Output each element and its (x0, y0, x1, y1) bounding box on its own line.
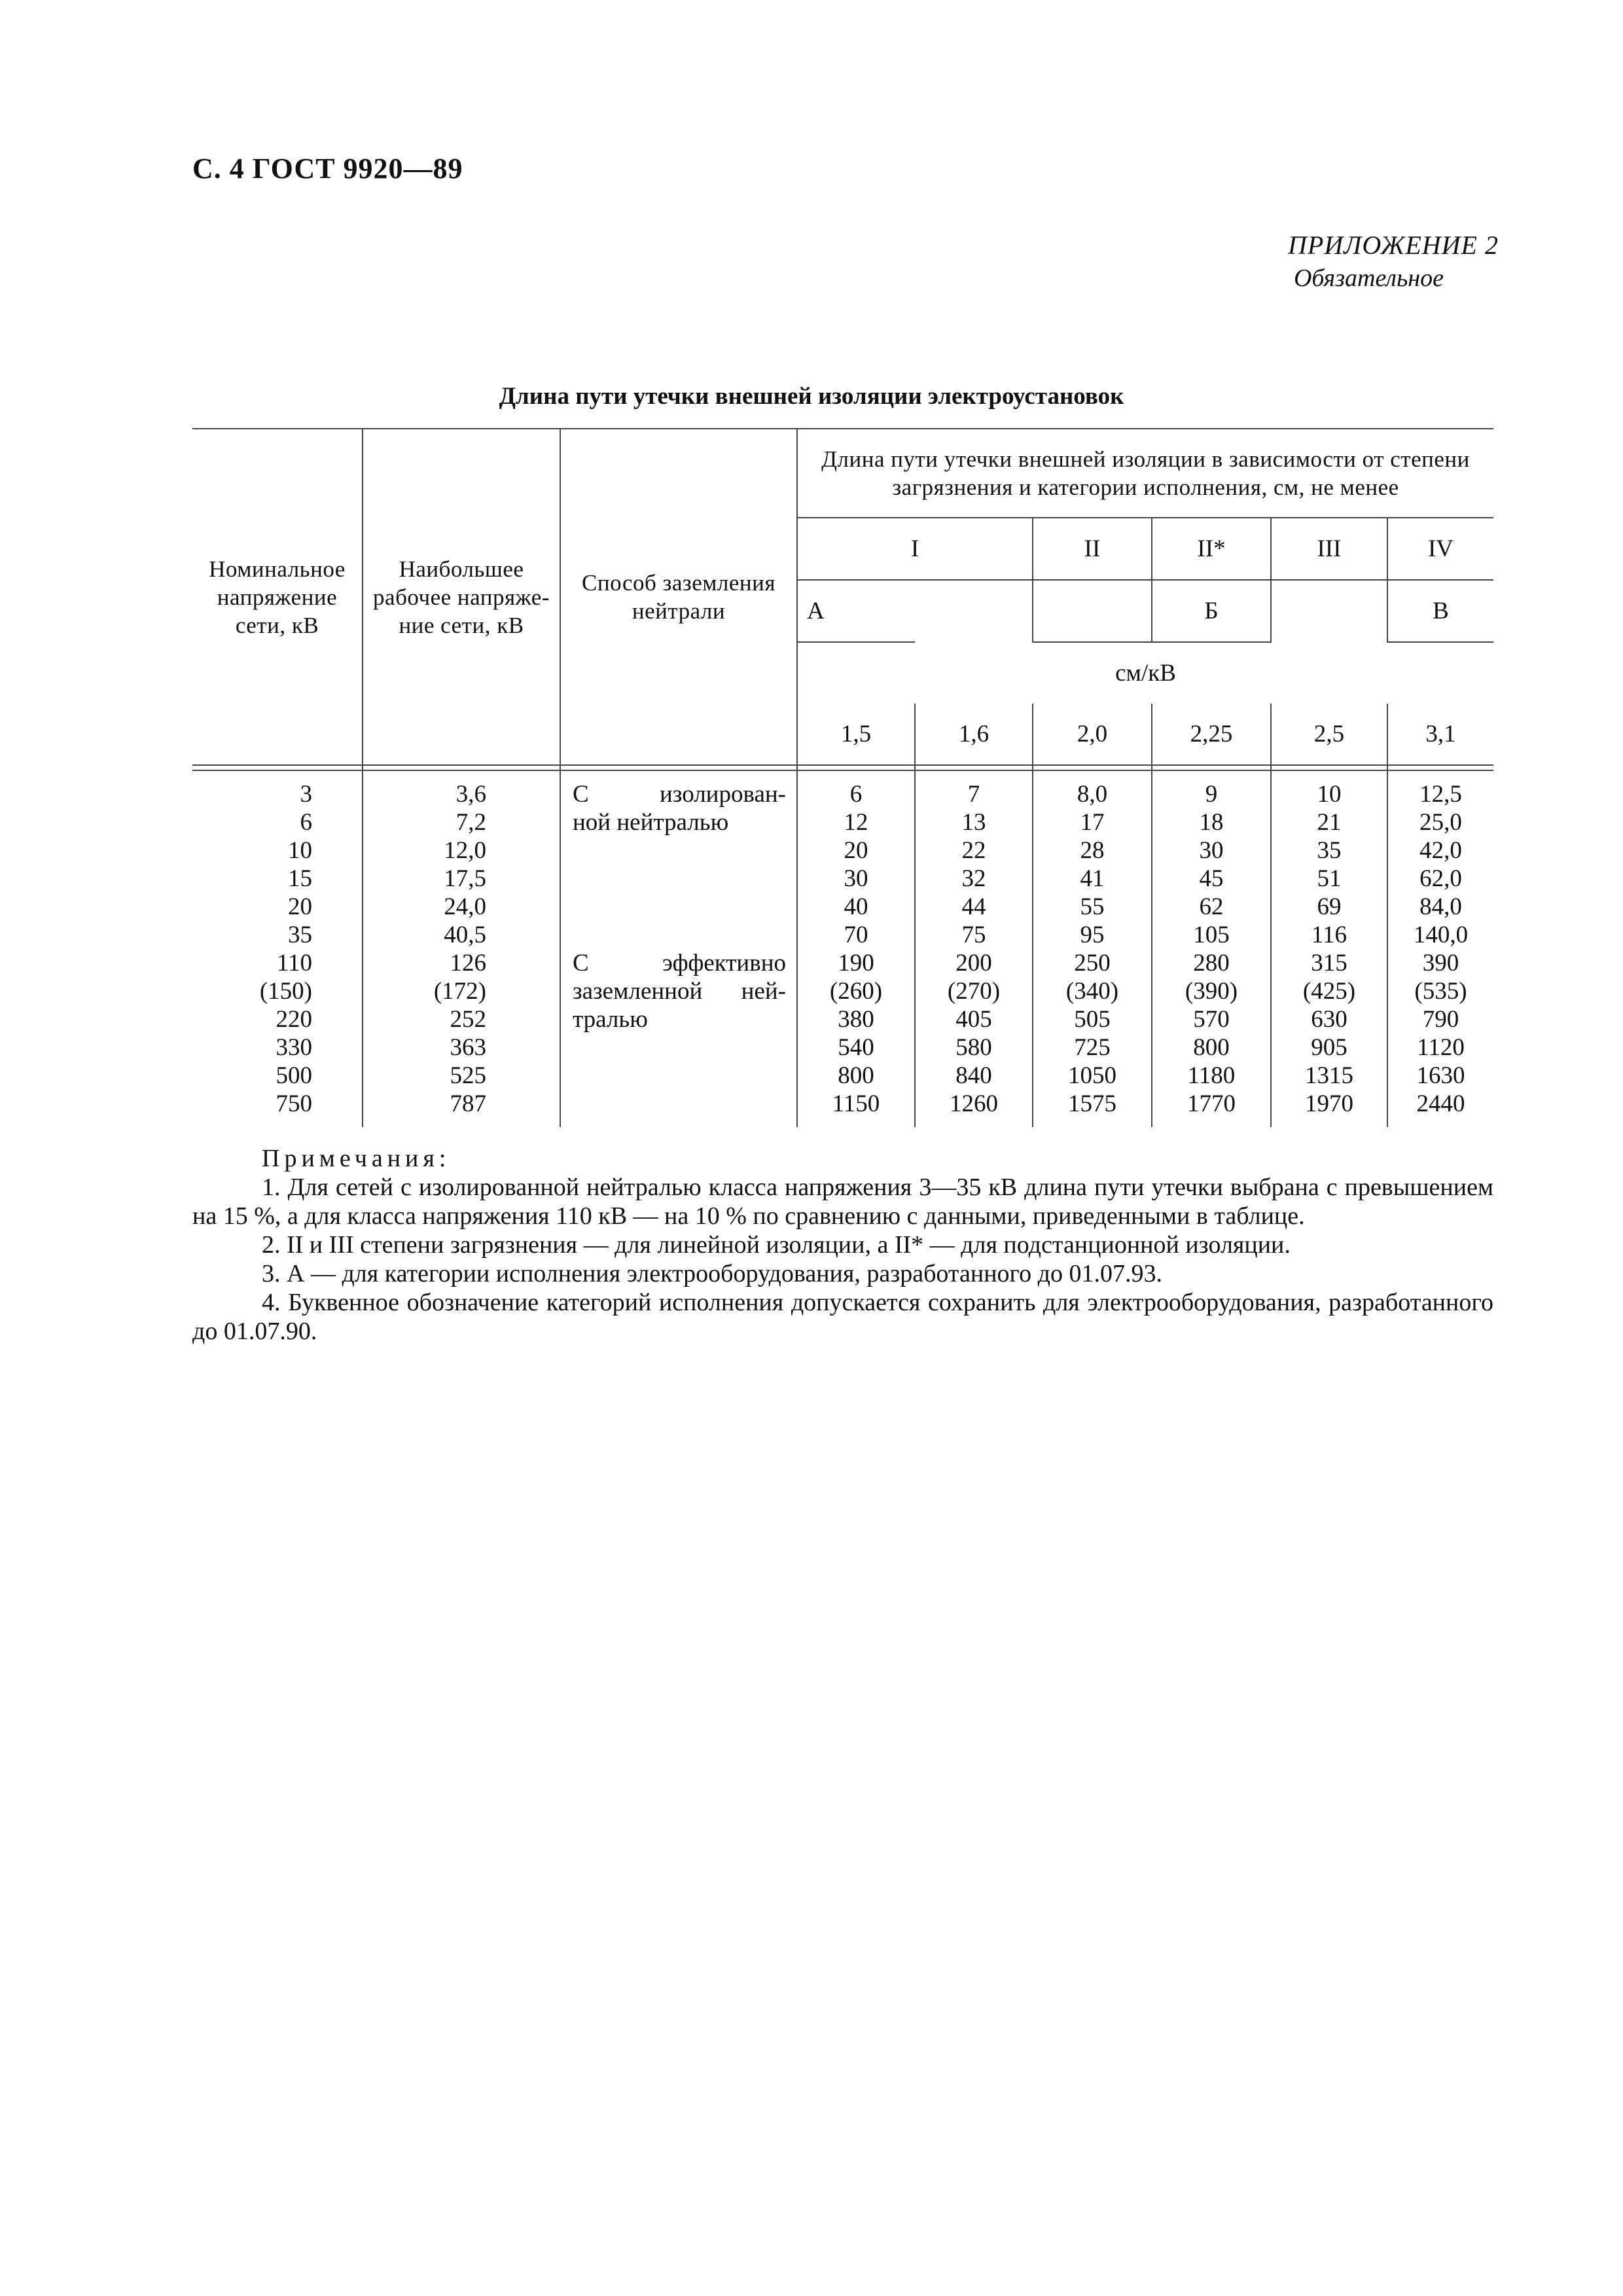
table-cell-value: 25,0 (1419, 809, 1462, 836)
degree-label: I (797, 518, 1033, 580)
creepage-column (1152, 770, 1271, 1127)
table-cell-value: 140,0 (1413, 922, 1469, 948)
table-cell-value: 3 (300, 781, 312, 808)
table-cell-value: 110 (276, 950, 312, 977)
coefficient-cell: 2,5 (1271, 704, 1387, 765)
table-cell-value: 12,5 (1419, 781, 1462, 808)
table-cell-value: (150) (259, 978, 312, 1005)
table-cell-value: (535) (1414, 978, 1467, 1005)
creepage-table (192, 428, 1493, 1127)
table-cell-value: 800 (1193, 1034, 1230, 1061)
appendix-title: ПРИЛОЖЕНИЕ 2 (1288, 230, 1499, 260)
nominal-voltage-column (192, 770, 363, 1127)
table-cell-value: 7,2 (455, 809, 486, 836)
table-cell-value: 75 (961, 922, 986, 948)
header-creepage-description: Длина пути утечки внешней изоляции в зависимости от степени загрязнения и категории исполнения, см, не менее (797, 429, 1493, 518)
table-cell-value: 18 (1199, 809, 1224, 836)
table-cell-value: 505 (1074, 1006, 1111, 1033)
table-cell-value: 105 (1193, 922, 1230, 948)
creepage-column (1033, 770, 1152, 1127)
table-cell-value: 252 (450, 1006, 486, 1033)
table-cell-value: 840 (955, 1062, 992, 1089)
table-cell-value: 3,6 (455, 781, 486, 808)
table-cell-value: 95 (1080, 922, 1105, 948)
max-voltage-column (363, 770, 560, 1127)
table-cell-value: 380 (838, 1006, 874, 1033)
table-cell-value: 40 (844, 893, 868, 920)
table-cell-value: 126 (450, 950, 486, 977)
table-cell-value: 1575 (1068, 1090, 1116, 1117)
table-cell-value: 8,0 (1077, 781, 1108, 808)
notes-section (192, 1144, 1493, 1346)
table-cell-value: 1260 (950, 1090, 998, 1117)
creepage-column (915, 770, 1033, 1127)
table-cell-value: 315 (1311, 950, 1347, 977)
table-cell-value: 220 (276, 1006, 312, 1033)
note-item: 2. II и III степени загрязнения — для линейной изоляции, а II* — для подстанционной изоляции. (262, 1231, 1291, 1259)
creepage-table-wrapper (192, 428, 1493, 1127)
table-cell-value: 51 (1317, 865, 1342, 892)
degree-label: II* (1152, 518, 1271, 580)
table-cell-value: 84,0 (1419, 893, 1462, 920)
table-cell-value: 787 (450, 1090, 486, 1117)
header-nominal-voltage: Номинальное напряжение сети, кВ (192, 429, 363, 765)
table-cell-value: 35 (288, 922, 312, 948)
table-cell-value: 1180 (1187, 1062, 1236, 1089)
category-label (1271, 580, 1387, 642)
table-cell-value: 570 (1193, 1006, 1230, 1033)
table-cell-value: 750 (276, 1090, 312, 1117)
table-cell-value: 725 (1074, 1034, 1111, 1061)
grounding-effective-line: тралью (573, 1006, 648, 1033)
table-cell-value: 1150 (832, 1090, 880, 1117)
table-cell-value: (425) (1302, 978, 1356, 1005)
unit-label: см/кВ (797, 642, 1493, 704)
table-cell-value: 1315 (1305, 1062, 1353, 1089)
table-cell-value: 21 (1317, 809, 1342, 836)
table-cell-value: 905 (1311, 1034, 1347, 1061)
table-cell-value: (390) (1185, 978, 1238, 1005)
table-cell-value: 390 (1422, 950, 1459, 977)
table-cell-value: 24,0 (444, 893, 486, 920)
table-cell-value: 6 (300, 809, 312, 836)
table-cell-value: 62,0 (1419, 865, 1462, 892)
table-cell-value: 62 (1199, 893, 1224, 920)
table-cell-value: 17,5 (444, 865, 486, 892)
table-cell-value: 630 (1311, 1006, 1347, 1033)
appendix-label (1288, 229, 1499, 295)
table-cell-value: 500 (276, 1062, 312, 1089)
table-cell-value: 30 (844, 865, 868, 892)
table-cell-value: 15 (288, 865, 312, 892)
table-cell-value: 7 (967, 781, 980, 808)
table-cell-value: (340) (1065, 978, 1119, 1005)
grounding-isolated-line: С изолирован- (573, 781, 786, 808)
table-cell-value: 250 (1074, 950, 1111, 977)
table-cell-value: 363 (450, 1034, 486, 1061)
table-cell-value: 280 (1193, 950, 1230, 977)
table-cell-value: 41 (1080, 865, 1105, 892)
table-cell-value: 70 (844, 922, 868, 948)
table-cell-value: 540 (838, 1034, 874, 1061)
table-cell-value: 9 (1205, 781, 1218, 808)
table-cell-value: 10 (288, 837, 312, 864)
grounding-effective-line: С эффективно (573, 950, 786, 977)
table-cell-value: 20 (288, 893, 312, 920)
category-label (915, 580, 1033, 642)
table-body-row (192, 770, 1493, 1127)
table-cell-value: 525 (450, 1062, 486, 1089)
table-cell-value: 20 (844, 837, 868, 864)
table-cell-value: 1120 (1417, 1034, 1465, 1061)
table-cell-value: 1970 (1305, 1090, 1353, 1117)
table-cell-value: 330 (276, 1034, 312, 1061)
table-cell-value: 32 (961, 865, 986, 892)
table-cell-value: 800 (838, 1062, 874, 1089)
table-cell-value: 12,0 (444, 837, 486, 864)
notes-heading: Примечания: (262, 1145, 451, 1172)
grounding-method-column (560, 770, 797, 1127)
table-cell-value: 28 (1080, 837, 1105, 864)
note-item: 1. Для сетей с изолированной нейтралью класса напряжения 3—35 кВ длина пути утечки выбрана с превышением на 15 %, а для класса напряжения 110 кВ — на 10 % по сравнению с данными, приведенными в таблице. (192, 1174, 1493, 1230)
table-cell-value: 1050 (1068, 1062, 1116, 1089)
table-cell-value: (172) (433, 978, 486, 1005)
creepage-column (1387, 770, 1493, 1127)
table-title: Длина пути утечки внешней изоляции электроустановок (499, 383, 1124, 410)
table-cell-value: 10 (1317, 781, 1342, 808)
table-cell-value: 44 (961, 893, 986, 920)
table-cell-value: 45 (1199, 865, 1224, 892)
grounding-isolated-line: ной нейтралью (573, 809, 729, 836)
degree-label: III (1271, 518, 1387, 580)
table-cell-value: (270) (947, 978, 1001, 1005)
note-item: 3. А — для категории исполнения электрооборудования, разработанного до 01.07.93. (262, 1260, 1162, 1287)
creepage-column (797, 770, 915, 1127)
degree-label: IV (1387, 518, 1493, 580)
header-separator (192, 765, 1493, 770)
coefficient-cell: 1,6 (915, 704, 1033, 765)
table-cell-value: 405 (955, 1006, 992, 1033)
header-grounding-method: Способ заземления нейтрали (560, 429, 797, 765)
table-cell-value: (260) (829, 978, 883, 1005)
table-cell-value: 116 (1311, 922, 1347, 948)
table-cell-value: 190 (838, 950, 874, 977)
category-label: В (1387, 580, 1493, 642)
category-label: А (797, 580, 915, 642)
table-cell-value: 790 (1422, 1006, 1459, 1033)
degree-label: II (1033, 518, 1152, 580)
coefficient-cell: 2,0 (1033, 704, 1152, 765)
table-cell-value: 1770 (1187, 1090, 1236, 1117)
table-cell-value: 13 (961, 809, 986, 836)
table-cell-value: 55 (1080, 893, 1105, 920)
note-item: 4. Буквенное обозначение категорий исполнения допускается сохранить для электрооборудования, разработанного до 01.07.90. (192, 1289, 1493, 1345)
table-cell-value: 12 (844, 809, 868, 836)
grounding-effective-line: заземленной ней- (573, 978, 786, 1005)
table-cell-value: 69 (1317, 893, 1342, 920)
table-cell-value: 17 (1080, 809, 1105, 836)
table-cell-value: 35 (1317, 837, 1342, 864)
header-max-voltage: Наибольшее рабочее напряже-ние сети, кВ (363, 429, 560, 765)
table-cell-value: 30 (1199, 837, 1224, 864)
coefficient-cell: 1,5 (797, 704, 915, 765)
category-label: Б (1152, 580, 1271, 642)
table-cell-value: 2440 (1416, 1090, 1465, 1117)
table-cell-value: 22 (961, 837, 986, 864)
table-cell-value: 1630 (1416, 1062, 1465, 1089)
coefficient-cell: 2,25 (1152, 704, 1271, 765)
table-cell-value: 580 (955, 1034, 992, 1061)
category-label (1033, 580, 1152, 642)
coefficient-cell: 3,1 (1387, 704, 1493, 765)
page-header: С. 4 ГОСТ 9920—89 (192, 152, 463, 185)
table-cell-value: 40,5 (444, 922, 486, 948)
creepage-column (1271, 770, 1387, 1127)
table-cell-value: 6 (849, 781, 863, 808)
table-cell-value: 42,0 (1419, 837, 1462, 864)
appendix-status: Обязательное (1293, 264, 1444, 292)
table-cell-value: 200 (955, 950, 992, 977)
